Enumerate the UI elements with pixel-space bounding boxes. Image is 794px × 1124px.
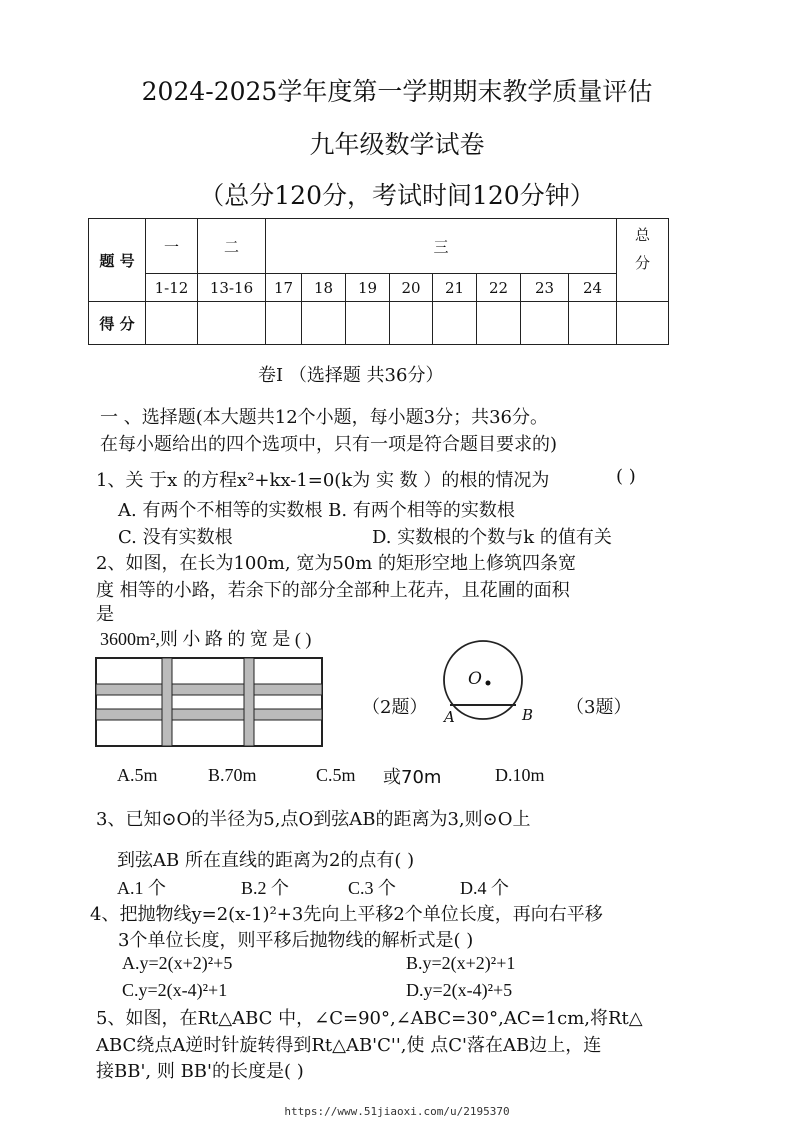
point-a-label: A (444, 708, 455, 726)
q3-option-b: B.2 个 (241, 878, 290, 898)
q2-line1: 2、如图，在长为100m, 宽为50m 的矩形空地上修筑四条宽 (96, 553, 577, 574)
part1-title: 卷I （选择题 共36分） (258, 365, 444, 386)
exam-subtitle: 九年级数学试卷 (309, 130, 485, 159)
point-b-label: B (522, 706, 534, 724)
subcol: 18 (302, 274, 346, 302)
col-total: 总 分 (617, 219, 669, 302)
q2-figure-label: （2题） (362, 697, 428, 718)
q2-path-diagram (94, 656, 326, 750)
subcol: 23 (521, 274, 569, 302)
q5-line3: 接BB', 则 BB'的长度是( ) (96, 1061, 304, 1082)
q5-line1: 5、如图，在Rt△ABC 中，∠C=90°,∠ABC=30°,AC=1cm,将Rt△ (96, 1008, 643, 1029)
q3-option-d: D.4 个 (460, 878, 509, 898)
q3-figure-label: （3题） (566, 697, 632, 718)
subcol: 13-16 (198, 274, 266, 302)
subcol: 24 (569, 274, 617, 302)
q1-stem: 1、关 于x 的方程x²+kx-1=0(k为 实 数 ）的根的情况为 (96, 470, 550, 491)
row-label-question-number: 题 号 (89, 219, 146, 302)
q4-option-b: B.y=2(x+2)²+1 (406, 953, 516, 973)
score-cell[interactable] (390, 302, 433, 345)
score-cell[interactable] (302, 302, 346, 345)
q2-option-b: B.70m (208, 765, 257, 785)
score-cell[interactable] (266, 302, 302, 345)
score-cell[interactable] (521, 302, 569, 345)
q1-answer-bracket: ( ) (616, 466, 636, 487)
q3-line1: 3、已知⊙O的半径为5,点O到弦AB的距离为3,则⊙O上 (96, 809, 531, 830)
score-cell[interactable] (617, 302, 669, 345)
subcol: 1-12 (146, 274, 198, 302)
q2-option-a: A.5m (117, 765, 158, 785)
q4-line2: 3个单位长度，则平移后抛物线的解析式是( ) (118, 930, 474, 951)
q2-option-c: C.5m (316, 765, 356, 785)
footer-url[interactable]: https://www.51jiaoxi.com/u/2195370 (284, 1105, 510, 1118)
score-cell[interactable] (346, 302, 390, 345)
section1-line2: 在每小题给出的四个选项中，只有一项是符合题目要求的) (100, 434, 558, 455)
section1-line1: 一 、选择题(本大题共12个小题，每小题3分；共36分。 (100, 407, 549, 428)
q4-option-a: A.y=2(x+2)²+5 (122, 953, 233, 973)
score-cell[interactable] (477, 302, 521, 345)
col-part-one: 一 (146, 219, 198, 274)
subcol: 22 (477, 274, 521, 302)
exam-info: （总分120分，考试时间120分钟） (199, 181, 595, 210)
q4-option-d: D.y=2(x-4)²+5 (406, 980, 513, 1000)
exam-title: 2024-2025学年度第一学期期末教学质量评估 (141, 77, 653, 106)
q4-option-c: C.y=2(x-4)²+1 (122, 980, 228, 1000)
q4-line1: 4、把抛物线y=2(x-1)²+3先向上平移2个单位长度，再向右平移 (90, 904, 603, 925)
score-cell[interactable] (198, 302, 266, 345)
subcol: 21 (433, 274, 477, 302)
score-cell[interactable] (433, 302, 477, 345)
q1-option-c: C. 没有实数根 (118, 527, 233, 548)
q2-option-d: D.10m (495, 765, 545, 785)
col-part-three: 三 (266, 219, 617, 274)
q2-option-c-cont: 或70m (383, 767, 442, 788)
q1-option-d: D. 实数根的个数与k 的值有关 (372, 527, 612, 548)
col-part-two: 二 (198, 219, 266, 274)
q2-line3: 是 (96, 604, 114, 625)
score-cell[interactable] (146, 302, 198, 345)
q3-option-a: A.1 个 (117, 878, 166, 898)
q2-line4: 3600m²,则 小 路 的 宽 是 ( ) (100, 629, 312, 649)
subcol: 17 (266, 274, 302, 302)
score-table (88, 218, 669, 345)
circle-center-label: O (468, 669, 482, 689)
subcol: 20 (390, 274, 433, 302)
row-label-score: 得 分 (89, 302, 146, 345)
q3-option-c: C.3 个 (348, 878, 397, 898)
score-cell[interactable] (569, 302, 617, 345)
q1-option-ab: A. 有两个不相等的实数根 B. 有两个相等的实数根 (118, 500, 515, 521)
q3-line2: 到弦AB 所在直线的距离为2的点有( ) (117, 850, 415, 871)
subcol: 19 (346, 274, 390, 302)
q2-line2: 度 相等的小路，若余下的部分全部种上花卉，且花圃的面积 (96, 580, 570, 601)
q5-line2: ABC绕点A逆时针旋转得到Rt△AB'C'',使 点C'落在AB边上，连 (96, 1035, 602, 1056)
